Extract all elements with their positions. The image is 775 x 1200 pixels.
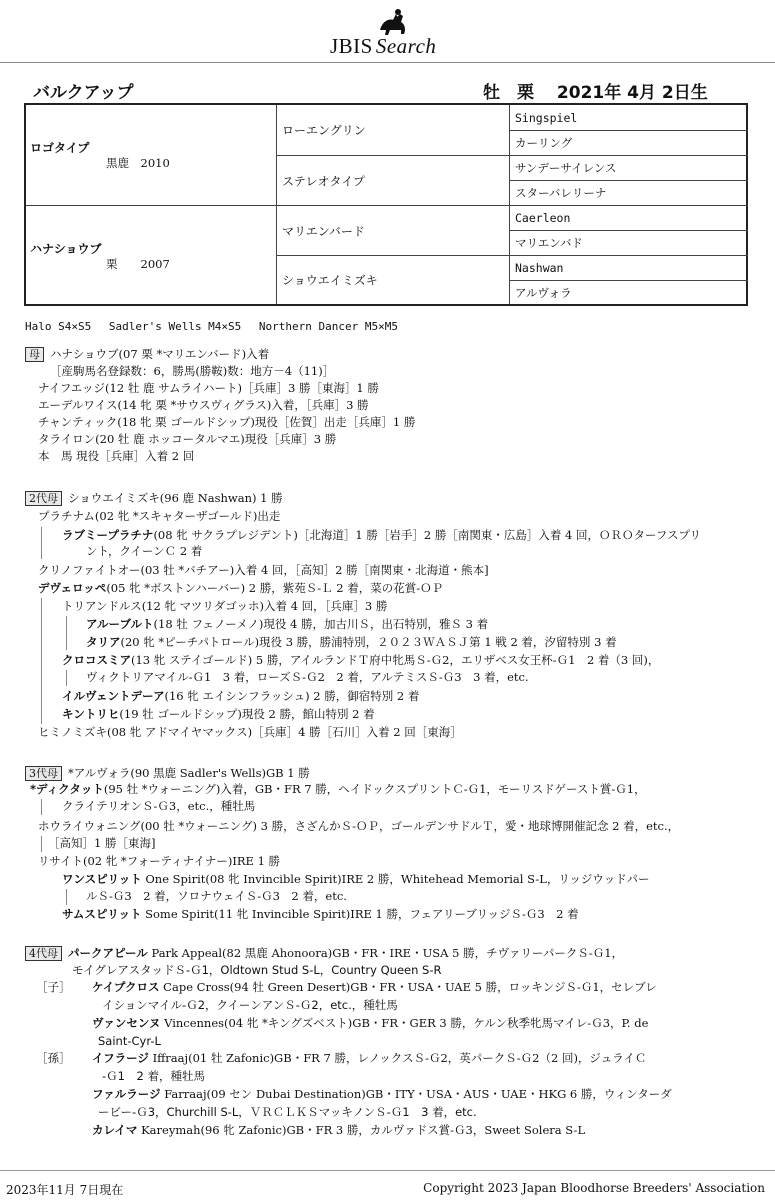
pedigree-g2-1 xyxy=(276,105,509,155)
as-of-date: 2023年11月 7日現在 xyxy=(6,1183,124,1197)
section-2nd-dam-head xyxy=(25,490,283,506)
family-bold-name: アルーブルト xyxy=(86,617,154,631)
indent-bar xyxy=(41,799,42,815)
sire-name[interactable]: ロゴタイプ xyxy=(30,141,90,155)
family-bold-name: カレイマ xyxy=(92,1123,138,1137)
family-bold-name: サムスピリット xyxy=(62,907,142,921)
family-line xyxy=(92,1086,672,1102)
family-line xyxy=(92,1050,646,1066)
inbreeding-line: Halo S4×S5 Sadler's Wells M4×S5 Northern Dancer M5×M5 xyxy=(25,320,398,333)
family-line: Saint-Cyr-L xyxy=(98,1034,161,1048)
dam-name[interactable]: ハナショウブ xyxy=(30,242,102,256)
section-3rd-dam-title: *アルヴォラ(90 黒鹿 Sadler's Wells)GB 1 勝 xyxy=(68,766,310,780)
title-row xyxy=(33,78,733,102)
family-detail: Iffraaj(01 牡 Zafonic)GB・FR 7 勝，レノックスＳ-Ｇ2，英パークＳ-Ｇ2（2 回)，ジュライＣ xyxy=(148,1051,647,1065)
family-detail: (19 牡 ゴールドシップ)現役 2 勝，館山特別 2 着 xyxy=(119,707,375,721)
g2-name[interactable]: ローエングリン xyxy=(282,123,366,138)
g3-name[interactable]: マリエンバド xyxy=(515,236,583,250)
grandchild-tag: ［孫］ xyxy=(36,1051,71,1065)
family-detail: (18 牡 フェノーメノ)現役 4 勝，加古川Ｓ，出石特別，雅Ｓ 3 着 xyxy=(153,617,489,631)
family-line xyxy=(38,508,280,524)
g3-name[interactable]: スターバレリーナ xyxy=(515,186,607,200)
section-badge: 母 xyxy=(25,347,44,362)
indent-bar xyxy=(66,889,67,905)
family-line xyxy=(92,979,657,995)
dam-record-line: ［産駒馬名登録数：6，勝馬(勝鞍)数：地方－4（11)］ xyxy=(50,364,335,378)
g3-name[interactable]: Caerleon xyxy=(515,211,571,225)
family-detail: プラチナム(02 牝 *スキャターザゴールド)出走 xyxy=(38,509,281,523)
horse-info: 牡 栗 2021年 4月 2日生 xyxy=(483,83,708,103)
g3-name[interactable]: カーリング xyxy=(515,136,573,150)
family-line: リサイト(02 牝 *フォーティナイナー)IRE 1 勝 xyxy=(38,854,281,868)
header-divider xyxy=(0,62,775,63)
family-line xyxy=(92,1122,585,1138)
family-detail: (16 牝 エイシンフラッシュ) 2 勝，御宿特別 2 着 xyxy=(164,689,420,703)
indent-bar xyxy=(66,616,67,650)
family-bold-name: ケイプクロス xyxy=(92,980,160,994)
family-line: クライテリオンＳ-Ｇ3，etc.，種牡馬 xyxy=(62,799,256,813)
family-line: ルＳ-Ｇ3 2 着，ソロナウェイＳ-Ｇ3 2 着，etc. xyxy=(86,889,347,903)
family-line xyxy=(62,706,375,722)
family-line: モイグレアスタッドＳ-Ｇ1，Oldtown Stud S-L，Country Queen S-R xyxy=(72,963,442,977)
pedigree-g3-4 xyxy=(509,180,748,205)
pedigree-g3-7 xyxy=(509,255,748,280)
family-bold-name: デヴェロッペ xyxy=(38,581,107,595)
family-bold-name: イルヴェントデーア xyxy=(62,689,165,703)
family-line xyxy=(38,580,443,596)
family-detail: (13 牝 ステイゴールド) 5 勝，アイルランドＴ府中牝馬Ｓ-Ｇ2，エリザベス女王杯-Ｇ1 2 着（3 回)， xyxy=(131,653,660,667)
family-bold-name: パークアピール xyxy=(68,946,148,960)
offspring-line: タライロン(20 牡 鹿 ホッコータルマエ)現役［兵庫］3 勝 xyxy=(38,432,337,446)
jbis-search-logo xyxy=(330,8,460,58)
family-detail: (05 牝 *ボストンハーバー) 2 勝，紫苑Ｓ-Ｌ 2 着，菜の花賞-ＯＰ xyxy=(106,581,444,595)
family-line: ヴィクトリアマイル-Ｇ1 3 着，ローズＳ-Ｇ2 2 着，アルテミスＳ-Ｇ3 3 着，etc. xyxy=(86,670,529,684)
offspring-line: エーデルワイス(14 牝 栗 *サウスヴィグラス)入着，［兵庫］3 勝 xyxy=(38,398,369,412)
copyright: Copyright 2023 Japan Bloodhorse Breeders' Association xyxy=(423,1181,765,1195)
g3-name[interactable]: アルヴォラ xyxy=(515,285,572,300)
pedigree-sire xyxy=(26,105,276,205)
family-line: イションマイル-Ｇ2，クイーンアンＳ-Ｇ2，etc.，種牡馬 xyxy=(102,998,398,1012)
section-dam-head xyxy=(25,346,269,362)
family-line xyxy=(92,1015,648,1031)
g2-name[interactable]: ステレオタイプ xyxy=(282,174,365,188)
offspring-line: 本 馬 現役［兵庫］入着 2 回 xyxy=(38,449,195,463)
family-line: -Ｇ1 2 着，種牡馬 xyxy=(102,1069,205,1083)
section-dam-title: ハナショウブ(07 栗 *マリエンバード)入着 xyxy=(50,347,270,361)
family-line xyxy=(62,688,419,704)
offspring-tag: ［子］ xyxy=(36,980,71,994)
logo-text xyxy=(330,34,436,59)
family-line xyxy=(30,781,646,797)
pedigree-g2-4 xyxy=(276,255,509,304)
dam-sub: 栗 2007 xyxy=(106,257,170,271)
g3-name[interactable]: サンデーサイレンス xyxy=(515,161,617,175)
family-detail: One Spirit(08 牝 Invincible Spirit)IRE 2 勝，Whitehead Memorial S-L，リッジウッドパー xyxy=(141,872,650,886)
family-line xyxy=(86,616,488,632)
section-4th-dam-title: Park Appeal(82 黒鹿 Ahonoora)GB・FR・IRE・USA 5 勝，チヴァリーパークＳ-Ｇ1， xyxy=(147,946,624,960)
family-bold-name: クロコスミア xyxy=(62,653,131,667)
family-bold-name: ワンスピリット xyxy=(62,872,142,886)
family-line: ホウライウォニング(00 牡 *ウォーニング) 3 勝，さざんかＳ-ＯＰ，ゴールデンサドルＴ，愛・地球博開催記念 2 着，etc.， xyxy=(38,819,680,833)
g2-name[interactable]: マリエンバード xyxy=(282,224,365,238)
pedigree-g3-3 xyxy=(509,155,748,180)
family-line xyxy=(62,652,659,668)
pedigree-g3-8 xyxy=(509,280,748,304)
indent-bar xyxy=(41,527,42,559)
family-detail: (20 牝 *ピーチパトロール)現役 3 勝，勝浦特別，２０２３ＷＡＳＪ第 1 戦 2 着，汐留特別 3 着 xyxy=(120,635,617,649)
family-bold-name: キントリヒ xyxy=(62,707,120,721)
section-2nd-dam-title: ショウエイミズキ(96 鹿 Nashwan) 1 勝 xyxy=(68,491,283,505)
horse-name: バルクアップ xyxy=(33,83,134,103)
family-line: トリアンドルス(12 牝 マツリダゴッホ)入着 4 回，［兵庫］3 勝 xyxy=(62,599,388,613)
offspring-line: チャンティック(18 牝 栗 ゴールドシップ)現役［佐賀］出走［兵庫］1 勝 xyxy=(38,415,416,429)
section-badge: 2代母 xyxy=(25,491,62,506)
section-3rd-dam-head xyxy=(25,765,310,781)
family-line: ービー-Ｇ3，Churchill S-L，ＶＲＣＬＫＳマッキノンＳ-Ｇ1 3 着，etc. xyxy=(98,1105,477,1119)
family-line xyxy=(86,634,617,650)
family-detail: (08 牝 サクラプレジデント)［北海道］1 勝［岩手］2 勝［南関東・広島］入着 4 回，ＯＲＯターフスプリ xyxy=(153,528,701,542)
pedigree-g3-1 xyxy=(509,105,748,130)
family-bold-name: イフラージ xyxy=(92,1051,149,1065)
offspring-line: ナイフエッジ(12 牡 鹿 サムライハート)［兵庫］3 勝［東海］1 勝 xyxy=(38,381,379,395)
section-4th-dam-head xyxy=(25,945,623,961)
indent-bar xyxy=(41,836,42,852)
indent-bar xyxy=(66,670,67,686)
family-detail: (95 牡 *ウォーニング)入着，GB・FR 7 勝，ヘイドックスプリントＣ-Ｇ1，モーリスドゲースト賞-Ｇ1， xyxy=(103,782,646,796)
family-bold-name: ラブミープラチナ xyxy=(62,528,154,542)
family-detail: Vincennes(04 牝 *キングズベスト)GB・FR・GER 3 勝，ケルン秋季牝馬マイレ-Ｇ3，P. de xyxy=(160,1016,649,1030)
family-bold-name: ヴァンセンヌ xyxy=(92,1016,161,1030)
pedigree-g3-6 xyxy=(509,230,748,255)
g3-name[interactable]: Nashwan xyxy=(515,261,564,275)
section-badge: 3代母 xyxy=(25,766,62,781)
family-detail: Some Spirit(11 牝 Invincible Spirit)IRE 1 勝，フェアリーブリッジＳ-Ｇ3 2 着 xyxy=(141,907,579,921)
pedigree-g2-2 xyxy=(276,155,509,205)
family-line xyxy=(62,906,579,922)
section-badge: 4代母 xyxy=(25,946,62,961)
indent-bar xyxy=(41,598,42,724)
sire-sub: 黒鹿 2010 xyxy=(106,156,170,170)
family-line: ント，クイーンＣ 2 着 xyxy=(86,544,203,558)
family-bold-name: タリア xyxy=(86,635,121,649)
family-line: ［高知］1 勝［東海] xyxy=(48,836,156,850)
family-bold-name: *ディクタット xyxy=(30,782,104,796)
pedigree-g3-2 xyxy=(509,130,748,155)
family-detail: Kareymah(96 牝 Zafonic)GB・FR 3 勝，カルヴァドス賞-Ｇ3，Sweet Solera S-L xyxy=(137,1123,586,1137)
footer-divider xyxy=(0,1170,775,1171)
family-line xyxy=(62,527,701,543)
g2-name[interactable]: ショウエイミズキ xyxy=(282,273,378,288)
family-bold-name: ファルラージ xyxy=(92,1087,161,1101)
pedigree-dam xyxy=(26,205,276,304)
family-detail: Cape Cross(94 牡 Green Desert)GB・FR・USA・UAE 5 勝，ロッキンジＳ-Ｇ1，セレブレ xyxy=(159,980,657,994)
family-line: クリノファイトオー(03 牡 *バチアー)入着 4 回，［高知］2 勝［南関東・北海道・熊本] xyxy=(38,563,489,577)
family-line: ヒミノミズキ(08 牝 アドマイヤマックス)［兵庫］4 勝［石川］入着 2 回［東海］ xyxy=(38,725,462,739)
logo-search: Search xyxy=(375,34,437,58)
pedigree-g2-3 xyxy=(276,205,509,255)
family-detail: Farraaj(09 セン Dubai Destination)GB・ITY・USA・AUS・UAE・HKG 6 勝，ウィンターダ xyxy=(160,1087,672,1101)
pedigree-table xyxy=(24,103,748,306)
pedigree-g3-5 xyxy=(509,205,748,230)
g3-name[interactable]: Singspiel xyxy=(515,110,578,125)
logo-jbis: JBIS xyxy=(330,34,373,58)
family-line xyxy=(62,871,649,887)
